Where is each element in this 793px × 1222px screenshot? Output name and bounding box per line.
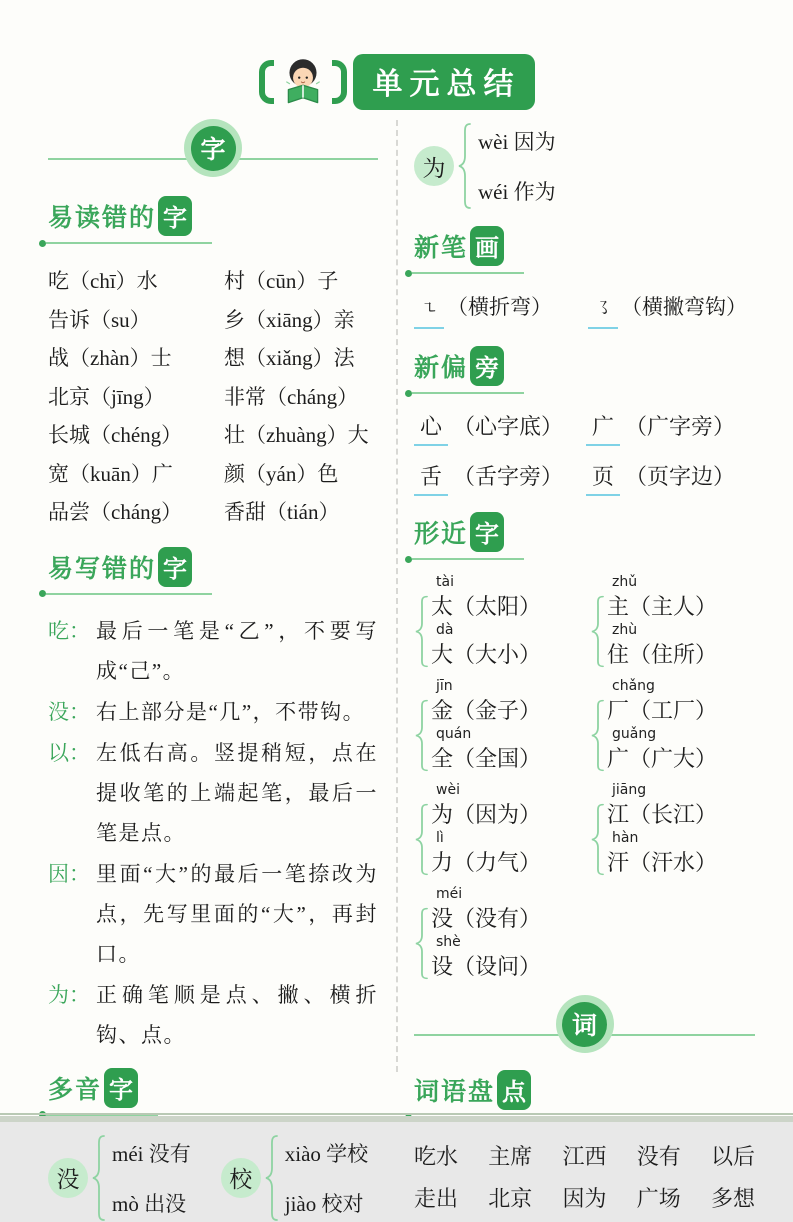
reading: wèi 因为 bbox=[478, 130, 556, 154]
reading: wéi 作为 bbox=[478, 180, 556, 204]
heading-underline bbox=[412, 272, 524, 274]
word-inventory bbox=[414, 1136, 755, 1220]
reading: méi 没有 bbox=[112, 1141, 191, 1166]
radical-item: 页 （页字边） bbox=[586, 460, 755, 496]
left-bracket-decoration bbox=[259, 60, 274, 104]
section-heading-new-strokes: 新笔 画 bbox=[414, 226, 504, 276]
stroke-item: ㇌ （横撇弯钩） bbox=[588, 290, 747, 329]
page-header bbox=[0, 0, 793, 110]
reading: mò 出没 bbox=[112, 1191, 187, 1216]
stroke-glyph: ㇍ bbox=[414, 292, 444, 329]
pinyin: jiāng bbox=[612, 782, 647, 798]
word-section-divider bbox=[414, 992, 755, 1056]
section-heading-miswritten: 易写错的 字 bbox=[48, 547, 192, 597]
word: 广场 bbox=[636, 1186, 681, 1211]
brace-decoration bbox=[414, 595, 428, 668]
word: 吃水 bbox=[414, 1144, 459, 1169]
word-row bbox=[414, 1178, 755, 1220]
page-title: 单元总结 bbox=[353, 54, 535, 110]
pinyin: dà bbox=[436, 622, 454, 638]
pinyin: shè bbox=[436, 934, 461, 950]
radical-glyph: 心 bbox=[414, 410, 448, 446]
note-item: 因： 里面“大”的最后一笔捺改为点，先写里面的“大”，再封口。 bbox=[48, 861, 378, 966]
word-row bbox=[414, 1136, 755, 1178]
brace-decoration bbox=[590, 595, 604, 668]
heading-underline bbox=[412, 558, 524, 560]
pinyin: wèi bbox=[436, 782, 460, 798]
pinyin: quán bbox=[436, 726, 472, 742]
note-item: 以： 左低右高。竖提稍短，点在提收笔的上端起笔，最后一笔是点。 bbox=[48, 740, 378, 845]
section-heading-new-radicals: 新偏 旁 bbox=[414, 346, 504, 396]
radical-item: 舌 （舌字旁） bbox=[414, 460, 586, 496]
similar-chars-group: zhǔ 主（主人） zhù 住（住所） bbox=[590, 574, 755, 670]
right-bracket-decoration bbox=[332, 60, 347, 104]
similar-chars-group: méi 没（没有） shè 设（设问） bbox=[414, 886, 590, 982]
pinyin: hàn bbox=[612, 830, 639, 846]
radical-glyph: 页 bbox=[586, 460, 620, 496]
list-item: 战（zhàn）士 想（xiǎng）法 bbox=[48, 346, 355, 370]
similar-chars-groups bbox=[414, 574, 755, 982]
page-bottom-edge bbox=[0, 1116, 793, 1122]
list-item: 品尝（cháng） 香甜（tián） bbox=[48, 500, 340, 524]
pinyin: lì bbox=[436, 830, 444, 846]
content-columns bbox=[0, 116, 793, 1216]
pinyin: chǎng bbox=[612, 678, 655, 694]
brace-decoration bbox=[91, 1134, 105, 1222]
brace-decoration bbox=[414, 699, 428, 772]
note-item: 吃： 最后一笔是“乙”，不要写成“己”。 bbox=[48, 618, 378, 683]
pinyin: guǎng bbox=[612, 726, 657, 742]
similar-chars-group: jīn 金（金子） quán 全（全国） bbox=[414, 678, 590, 774]
reading: xiào 学校 bbox=[284, 1141, 369, 1166]
brace-decoration bbox=[414, 907, 428, 980]
word: 北京 bbox=[488, 1186, 533, 1211]
similar-chars-group: wèi 为（因为） lì 力（力气） bbox=[414, 782, 590, 878]
section-heading-word-list: 词语盘 点 bbox=[414, 1070, 531, 1120]
polyphonic-group: 校 xiào 学校 jiào 校对 bbox=[221, 1134, 368, 1222]
polyphonic-group: 为 wèi 因为 wéi 作为 bbox=[414, 122, 755, 210]
word: 走出 bbox=[414, 1186, 459, 1211]
heading-underline bbox=[46, 242, 212, 244]
section-heading-similar-chars: 形近 字 bbox=[414, 512, 504, 562]
radical-item: 广 （广字旁） bbox=[586, 410, 755, 446]
column-divider bbox=[396, 120, 398, 1072]
stroke-glyph: ㇌ bbox=[588, 292, 618, 329]
list-item: 宽（kuān）广 颜（yán）色 bbox=[48, 461, 339, 486]
list-item: 告诉（su） 乡（xiāng）亲 bbox=[48, 307, 355, 332]
right-column bbox=[414, 116, 755, 1211]
radical-glyph: 广 bbox=[586, 410, 620, 446]
word: 没有 bbox=[636, 1144, 681, 1169]
mispronounced-list bbox=[48, 262, 378, 532]
similar-chars-group: chǎng 厂（工厂） guǎng 广（广大） bbox=[590, 678, 755, 774]
radical-item: 心 （心字底） bbox=[414, 410, 586, 446]
stroke-item: ㇍ （横折弯） bbox=[414, 290, 552, 329]
similar-chars-group: jiāng 江（长江） hàn 汗（汗水） bbox=[590, 782, 755, 878]
brace-decoration bbox=[590, 803, 604, 876]
pinyin: jīn bbox=[436, 678, 453, 694]
word: 主席 bbox=[488, 1144, 533, 1169]
list-item: 吃（chī）水 村（cūn）子 bbox=[48, 269, 339, 293]
similar-chars-group: tài 太（太阳） dà 大（大小） bbox=[414, 574, 590, 670]
section-heading-polyphonic: 多音 字 bbox=[48, 1068, 138, 1118]
note-item: 为： 正确笔顺是点、撇、横折钩、点。 bbox=[48, 982, 378, 1047]
polyphonic-groups bbox=[48, 1134, 378, 1222]
section-heading-mispronounced: 易读错的 字 bbox=[48, 196, 192, 246]
new-strokes-list bbox=[414, 290, 755, 329]
word: 多想 bbox=[710, 1186, 755, 1211]
heading-underline bbox=[46, 593, 212, 595]
list-item: 北京（jīng） 非常（cháng） bbox=[48, 384, 359, 409]
left-column bbox=[48, 116, 378, 1216]
character-badge: 字 bbox=[184, 119, 242, 177]
character-section-divider bbox=[48, 116, 378, 180]
miswritten-notes bbox=[48, 611, 378, 1055]
polyphonic-group: 没 méi 没有 mò 出没 bbox=[48, 1134, 191, 1222]
word: 江西 bbox=[562, 1144, 607, 1169]
word: 以后 bbox=[710, 1144, 755, 1169]
brace-decoration bbox=[264, 1134, 278, 1222]
brace-decoration bbox=[457, 122, 471, 210]
note-item: 没： 右上部分是“几”，不带钩。 bbox=[48, 699, 366, 724]
list-item: 长城（chéng） 壮（zhuàng）大 bbox=[48, 423, 369, 447]
heading-underline bbox=[412, 392, 524, 394]
pinyin: tài bbox=[436, 574, 454, 590]
reading: jiào 校对 bbox=[284, 1191, 364, 1216]
brace-decoration bbox=[590, 699, 604, 772]
word: 因为 bbox=[562, 1186, 607, 1211]
new-radicals-list bbox=[414, 410, 755, 496]
pinyin: zhù bbox=[612, 622, 638, 638]
pinyin: méi bbox=[436, 886, 463, 902]
brace-decoration bbox=[414, 803, 428, 876]
word-badge: 词 bbox=[556, 995, 614, 1053]
reading-child-icon bbox=[277, 56, 329, 108]
radical-glyph: 舌 bbox=[414, 460, 448, 496]
pinyin: zhǔ bbox=[612, 574, 638, 590]
